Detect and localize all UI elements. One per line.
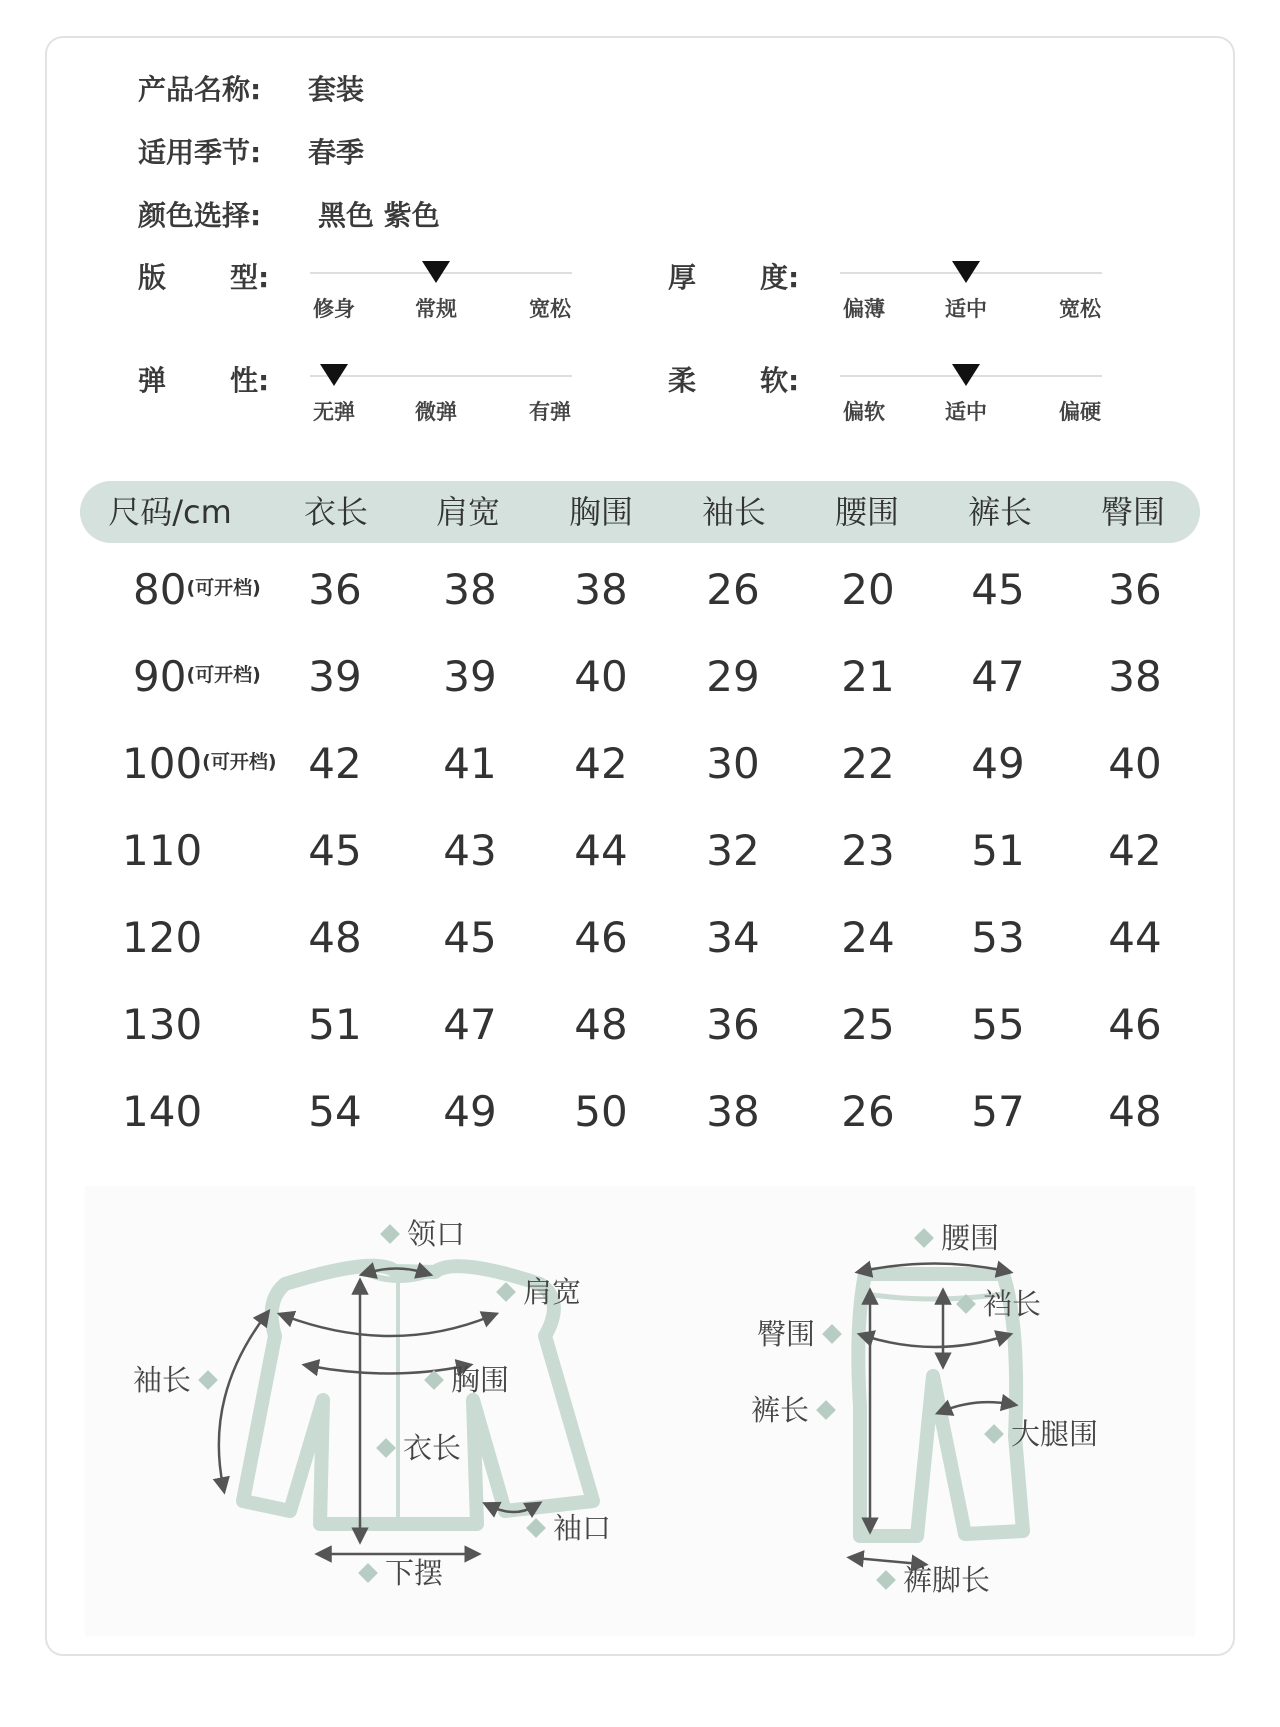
table-cell: 22 (841, 739, 895, 788)
elasticity-marker-icon (320, 364, 348, 386)
diamond-icon (496, 1282, 516, 1302)
hip-label: 臀围 (757, 1312, 843, 1353)
product-name-value: 套装 (308, 73, 365, 106)
table-row (0, 652, 1280, 722)
length-label: 衣长 (375, 1426, 461, 1467)
fit-option: 常规 (415, 297, 457, 321)
table-cell: 36 (706, 1000, 760, 1049)
table-cell: 38 (574, 565, 628, 614)
table-cell: 34 (706, 913, 760, 962)
size-cell: 110 (122, 826, 203, 875)
color-row (138, 194, 440, 234)
thickness-label: 厚 度: (668, 261, 800, 294)
shoulder-label: 肩宽 (495, 1270, 581, 1311)
softness-option: 偏软 (843, 400, 885, 424)
table-cell: 48 (1108, 1087, 1162, 1136)
table-cell: 32 (706, 826, 760, 875)
garment-illustration (85, 1186, 1195, 1636)
thickness-marker-icon (952, 261, 980, 283)
header-shoulder: 肩宽 (435, 493, 501, 531)
diamond-icon (984, 1424, 1004, 1444)
size-cell: 120 (122, 913, 203, 962)
fit-label: 版 型: (138, 261, 270, 294)
diamond-icon (358, 1563, 378, 1583)
table-cell: 49 (443, 1087, 497, 1136)
table-cell: 54 (308, 1087, 362, 1136)
fit-option: 修身 (313, 297, 355, 321)
table-row (0, 1000, 1280, 1070)
table-cell: 46 (1108, 1000, 1162, 1049)
cuff-label: 袖口 (525, 1506, 611, 1547)
chest-label: 胸围 (423, 1358, 509, 1399)
table-cell: 42 (574, 739, 628, 788)
hem-label: 下摆 (357, 1551, 443, 1592)
fit-option: 宽松 (529, 297, 571, 321)
elasticity-option: 无弹 (313, 400, 355, 424)
diamond-icon (816, 1400, 836, 1420)
table-cell: 25 (841, 1000, 895, 1049)
diamond-icon (380, 1224, 400, 1244)
table-cell: 23 (841, 826, 895, 875)
color-label: 颜色选择: (138, 199, 262, 232)
table-cell: 48 (574, 1000, 628, 1049)
softness-option: 偏硬 (1059, 400, 1101, 424)
table-cell: 21 (841, 652, 895, 701)
table-cell: 40 (574, 652, 628, 701)
softness-option: 适中 (945, 400, 987, 424)
table-cell: 36 (1108, 565, 1162, 614)
header-sleeve: 袖长 (701, 493, 767, 531)
table-cell: 30 (706, 739, 760, 788)
table-cell: 38 (706, 1087, 760, 1136)
thickness-option: 偏薄 (843, 297, 885, 321)
leg-opening-label: 裤脚长 (875, 1558, 990, 1599)
table-cell: 39 (443, 652, 497, 701)
softness-label: 柔 软: (668, 364, 800, 397)
header-size: 尺码/cm (108, 493, 232, 531)
elasticity-label: 弹 性: (138, 364, 270, 397)
diamond-icon (424, 1370, 444, 1390)
thickness-option: 宽松 (1059, 297, 1101, 321)
table-row (0, 1087, 1280, 1157)
softness-marker-icon (952, 364, 980, 386)
product-name-label: 产品名称: (138, 73, 262, 106)
header-chest: 胸围 (568, 493, 634, 531)
table-cell: 53 (971, 913, 1025, 962)
table-cell: 45 (443, 913, 497, 962)
size-note: (可开档) (186, 664, 261, 686)
table-cell: 45 (308, 826, 362, 875)
table-cell: 40 (1108, 739, 1162, 788)
table-cell: 26 (706, 565, 760, 614)
table-cell: 51 (308, 1000, 362, 1049)
table-cell: 49 (971, 739, 1025, 788)
fit-marker-icon (422, 261, 450, 283)
elasticity-scale (310, 364, 572, 424)
size-note: (可开档) (186, 577, 261, 599)
thickness-scale (840, 261, 1102, 321)
diamond-icon (198, 1370, 218, 1390)
table-cell: 29 (706, 652, 760, 701)
table-cell: 42 (1108, 826, 1162, 875)
table-cell: 51 (971, 826, 1025, 875)
table-cell: 38 (1108, 652, 1162, 701)
table-cell: 42 (308, 739, 362, 788)
size-table-header (80, 481, 1200, 543)
table-cell: 45 (971, 565, 1025, 614)
table-cell: 24 (841, 913, 895, 962)
header-length: 衣长 (303, 493, 369, 531)
header-hip: 臀围 (1100, 493, 1166, 531)
size-cell: 140 (122, 1087, 203, 1136)
header-pants-length: 裤长 (967, 493, 1033, 531)
sleeve-label: 袖长 (133, 1358, 219, 1399)
size-note: (可开档) (202, 751, 277, 773)
size-cell: 130 (122, 1000, 203, 1049)
diamond-icon (876, 1570, 896, 1590)
waist-label: 腰围 (913, 1216, 999, 1257)
fit-scale (310, 261, 572, 321)
table-row (0, 565, 1280, 635)
season-label: 适用季节: (138, 136, 262, 169)
color-value: 黑色 紫色 (318, 199, 440, 232)
table-cell: 20 (841, 565, 895, 614)
table-cell: 50 (574, 1087, 628, 1136)
table-cell: 44 (1108, 913, 1162, 962)
size-cell: 80(可开档) (133, 565, 261, 614)
table-cell: 46 (574, 913, 628, 962)
table-cell: 26 (841, 1087, 895, 1136)
elasticity-option: 微弹 (415, 400, 457, 424)
table-cell: 43 (443, 826, 497, 875)
diamond-icon (822, 1324, 842, 1344)
diamond-icon (526, 1518, 546, 1538)
rise-label: 裆长 (955, 1282, 1041, 1323)
size-cell: 90(可开档) (133, 652, 261, 701)
table-cell: 41 (443, 739, 497, 788)
table-cell: 47 (443, 1000, 497, 1049)
table-row (0, 739, 1280, 809)
table-cell: 55 (971, 1000, 1025, 1049)
table-cell: 57 (971, 1087, 1025, 1136)
collar-label: 领口 (379, 1212, 465, 1253)
diamond-icon (956, 1294, 976, 1314)
table-cell: 38 (443, 565, 497, 614)
table-cell: 48 (308, 913, 362, 962)
elasticity-option: 有弹 (529, 400, 571, 424)
table-cell: 47 (971, 652, 1025, 701)
measurement-diagram (85, 1186, 1195, 1636)
table-cell: 39 (308, 652, 362, 701)
table-cell: 36 (308, 565, 362, 614)
pants-length-label: 裤长 (751, 1388, 837, 1429)
season-value: 春季 (308, 136, 365, 169)
season-row (138, 131, 364, 171)
table-row (0, 913, 1280, 983)
header-waist: 腰围 (834, 493, 900, 531)
table-row (0, 826, 1280, 896)
thigh-label: 大腿围 (983, 1412, 1098, 1453)
table-cell: 44 (574, 826, 628, 875)
size-cell: 100(可开档) (122, 739, 277, 788)
product-name-row (138, 68, 364, 108)
diamond-icon (914, 1228, 934, 1248)
diamond-icon (376, 1438, 396, 1458)
softness-scale (840, 364, 1102, 424)
thickness-option: 适中 (945, 297, 987, 321)
